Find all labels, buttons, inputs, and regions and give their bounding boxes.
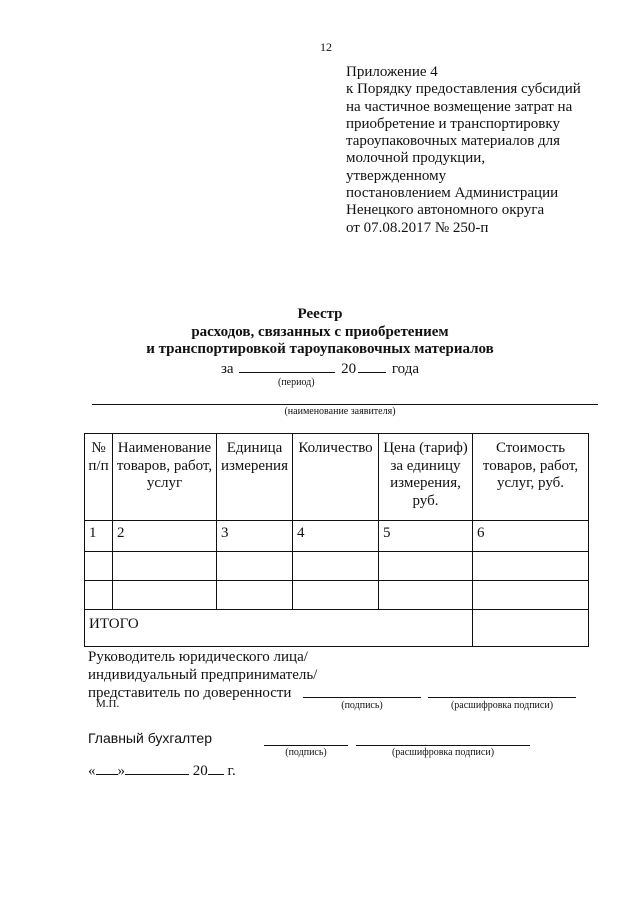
- table-cell: [113, 581, 217, 610]
- table-row: [85, 552, 589, 581]
- period-blank: [239, 359, 335, 373]
- appendix-line: утвержденному: [346, 167, 447, 184]
- table-cell: [293, 552, 379, 581]
- number-cell: 3: [217, 521, 293, 552]
- accountant-signature-line: [264, 745, 348, 746]
- manager-signature-hint: (подпись): [341, 700, 383, 711]
- appendix-line: молочной продукции,: [346, 150, 486, 167]
- table-cell: [113, 552, 217, 581]
- appendix-block: [346, 64, 616, 237]
- manager-decoding-line: [428, 697, 576, 698]
- manager-line: представитель по доверенности: [88, 685, 292, 701]
- header-cell-cost: Стоимость товаров, работ, услуг, руб.: [473, 434, 589, 521]
- header-cell-quantity: Количество: [293, 434, 379, 521]
- number-cell: 6: [473, 521, 589, 552]
- appendix-line: от 07.08.2017 № 250-п: [346, 219, 489, 236]
- appendix-line: Приложение 4: [346, 64, 438, 80]
- number-cell: 5: [379, 521, 473, 552]
- table-cell: [217, 581, 293, 610]
- table-cell: [217, 552, 293, 581]
- page-number: 12: [320, 40, 332, 54]
- appendix-line: к Порядку предоставления субсидий: [346, 81, 581, 98]
- period-line: [60, 359, 580, 378]
- title-line-3: и транспортировкой тароупаковочных материалов: [146, 341, 494, 357]
- period-hint: (период): [278, 377, 315, 388]
- table-cell: [473, 552, 589, 581]
- registry-table: [84, 433, 589, 647]
- appendix-line: на частичное возмещение затрат на: [346, 98, 573, 115]
- appendix-line: постановлением Администрации: [346, 185, 559, 202]
- header-cell-price: Цена (тариф) за единицу измерения, руб.: [379, 434, 473, 521]
- date-month-blank: [125, 762, 189, 775]
- accountant-decoding-hint: (расшифровка подписи): [391, 747, 495, 758]
- table-cell: [85, 581, 113, 610]
- date-open-quote: «: [88, 763, 96, 779]
- manager-line: Руководитель юридического лица/: [88, 649, 308, 665]
- date-year-blank: [208, 762, 224, 775]
- manager-title: [88, 648, 317, 702]
- total-value-cell: [473, 610, 589, 647]
- table-numbering-row: [85, 521, 589, 552]
- period-year-prefix: 20: [341, 361, 357, 377]
- table-cell: [85, 552, 113, 581]
- manager-line: индивидуальный предприниматель/: [88, 667, 318, 683]
- period-prefix: за: [221, 361, 234, 377]
- table-row: [85, 581, 589, 610]
- manager-signature-line: [303, 697, 421, 698]
- appendix-line: Ненецкого автономного округа: [346, 202, 545, 219]
- title-line-2: расходов, связанных с приобретением: [191, 323, 449, 340]
- table-cell: [473, 581, 589, 610]
- date-day-blank: [96, 762, 118, 775]
- document-title: [60, 306, 580, 359]
- stamp-label: М.П.: [96, 698, 120, 710]
- manager-decoding-hint: (расшифровка подписи): [450, 700, 554, 711]
- applicant-line: [92, 404, 598, 405]
- accountant-title: Главный бухгалтер: [88, 730, 212, 746]
- period-year-blank: [358, 359, 386, 373]
- appendix-line: тароупаковочных материалов для: [346, 133, 561, 150]
- number-cell: 1: [85, 521, 113, 552]
- table-header-row: [85, 434, 589, 521]
- table-total-row: [85, 610, 589, 647]
- accountant-decoding-line: [356, 745, 530, 746]
- header-cell-unit: Единица измерения: [217, 434, 293, 521]
- date-line: [88, 762, 236, 780]
- date-suffix: г.: [227, 763, 236, 779]
- table-cell: [379, 552, 473, 581]
- table-cell: [293, 581, 379, 610]
- header-cell-name: Наименование товаров, работ, услуг: [113, 434, 217, 521]
- number-cell: 4: [293, 521, 379, 552]
- period-suffix: года: [391, 361, 419, 377]
- table-cell: [379, 581, 473, 610]
- applicant-hint: (наименование заявителя): [284, 406, 396, 417]
- number-cell: 2: [113, 521, 217, 552]
- accountant-signature-hint: (подпись): [285, 747, 327, 758]
- header-cell-number: № п/п: [85, 434, 113, 521]
- total-label: ИТОГО: [85, 610, 473, 647]
- date-close-quote: »: [117, 763, 125, 779]
- title-line-1: Реестр: [297, 306, 343, 322]
- date-year-prefix: 20: [192, 763, 208, 779]
- appendix-line: приобретение и транспортировку: [346, 115, 560, 132]
